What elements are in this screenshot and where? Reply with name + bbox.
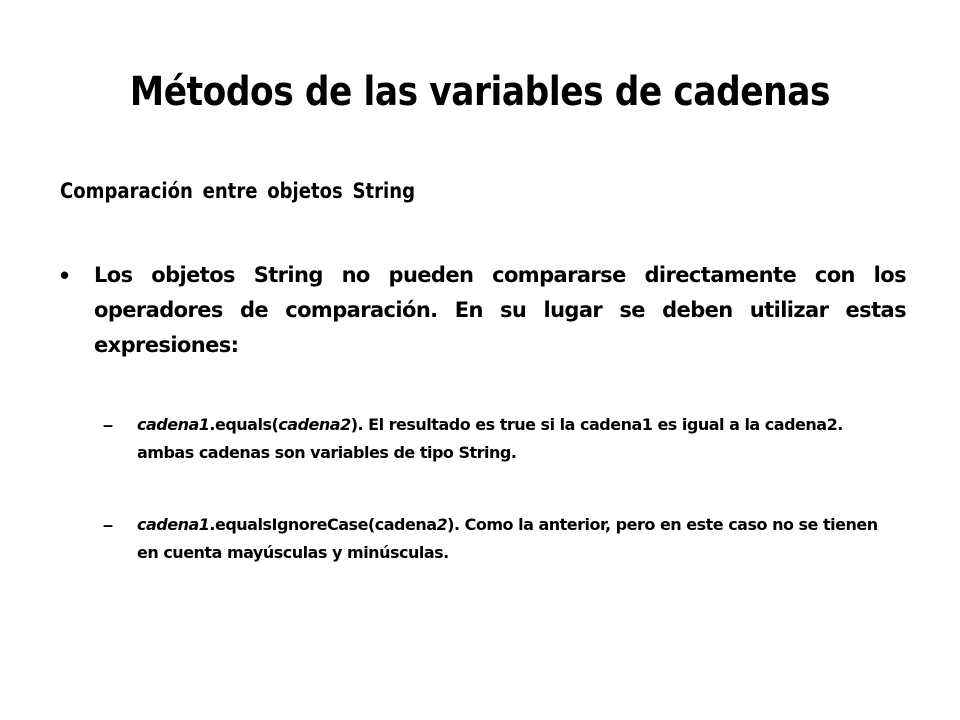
code-var-cadena1: cadena1 [137, 415, 210, 434]
section-subtitle: Comparación entre objetos String [60, 179, 416, 203]
code-var-cadena2: cadena2 [278, 415, 351, 434]
slide-title: Métodos de las variables de cadenas [129, 69, 831, 115]
code-var-suffix: 2 [436, 515, 448, 534]
sub-item-description: ). El resultado es true si la cadena1 es igual a la cadena2. ambas cadenas son variables de tipo String. [137, 415, 843, 462]
sub-item-marker: – [103, 515, 114, 535]
sub-item-text [137, 411, 897, 467]
code-var-cadena1: cadena1 [137, 515, 210, 534]
sub-item-text [137, 511, 897, 567]
bullet-text: Los objetos String no pueden compararse directamente con los operadores de comparación. En su lugar se deben utilizar estas expresiones: [94, 263, 906, 357]
code-method: .equalsIgnoreCase(cadena [209, 515, 437, 534]
sub-item-description: ). Como la anterior, pero en este caso no se tienen en cuenta mayúsculas y minúsculas. [137, 515, 878, 562]
code-method: .equals( [209, 415, 279, 434]
bullet-marker: • [60, 260, 70, 290]
sub-item-marker: – [103, 415, 114, 435]
